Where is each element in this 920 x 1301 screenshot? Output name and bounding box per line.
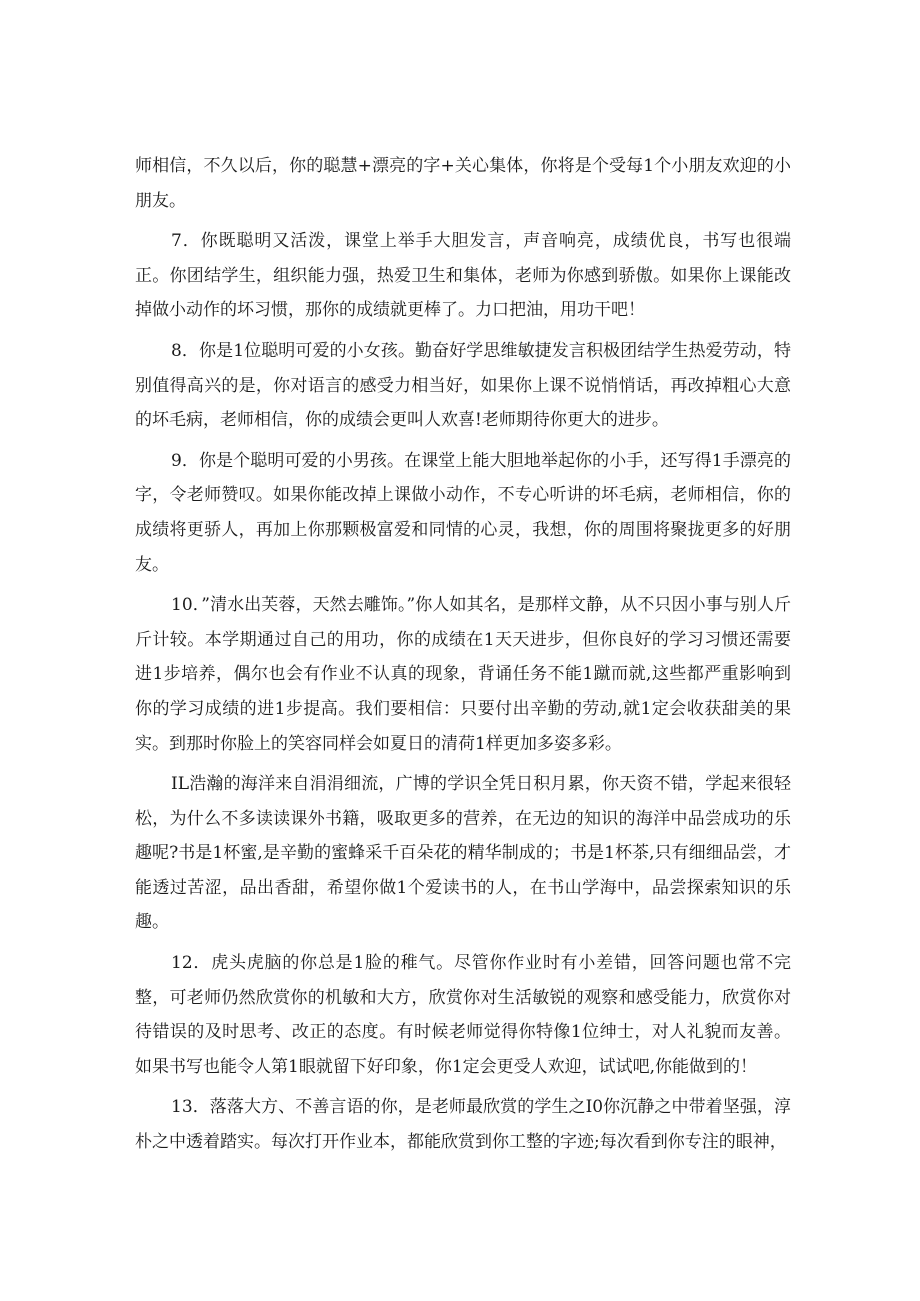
paragraph-item-10: 10．”清水出芙蓉，天然去雕饰。”你人如其名，是那样文静，从不只因小事与别人斤斤计较。本学期通过自己的用功，你的成绩在1天天进步，但你良好的学习习惯还需要进1步培养，偶尔也会有作业不认真的现象，背诵任务不能1蹴而就,这些都严重影响到你的学习成绩的进1步提高。我们要相信：只要付出辛勤的劳动,就1定会收获甜美的果实。到那时你脸上的笑容同样会如夏日的清荷1样更加多姿多彩。 — [135, 595, 791, 754]
paragraph-item-11: IL浩瀚的海洋来自涓涓细流，广博的学识全凭日积月累，你天资不错，学起来很轻松，为什么不多读读课外书籍，吸取更多的营养，在无边的知识的海洋中品尝成功的乐趣呢?书是1杯蜜,是辛勤的蜜蜂采千百朵花的精华制成的；书是1杯茶,只有细细品尝，才能透过苦涩，品出香甜，希望你做1个爱读书的人，在书山学海中，品尝探索知识的乐趣。 — [135, 774, 791, 933]
paragraph-item-13: 13．落落大方、不善言语的你，是老师最欣赏的学生之I0你沉静之中带着坚强，淳朴之中透着踏实。每次打开作业本，都能欣赏到你工整的字迹;每次看到你专注的眼神， — [135, 1097, 791, 1153]
paragraph-item-12: 12．虎头虎脑的你总是1脸的稚气。尽管你作业时有小差错，回答问题也常不完整，可老师仍然欣赏你的机敏和大方，欣赏你对生活敏锐的观察和感受能力，欣赏你对待错误的及时思考、改正的态度。有时候老师觉得你特像1位绅士，对人礼貌而友善。如果书写也能令人第1眼就留下好印象，你1定会更受人欢迎，试试吧,你能做到的！ — [135, 953, 791, 1077]
paragraph-item-9: 9．你是个聪明可爱的小男孩。在课堂上能大胆地举起你的小手，还写得1手漂亮的字，令老师赞叹。如果你能改掉上课做小动作，不专心听讲的坏毛病，老师相信，你的成绩将更骄人，再加上你那颗极富爱和同情的心灵，我想，你的周围将聚拢更多的好朋友。 — [135, 450, 791, 575]
paragraph-continuation: 师相信，不久以后，你的聪慧+漂亮的字+关心集体，你将是个受每1个小朋友欢迎的小朋友。 — [135, 156, 791, 211]
paragraph-item-7: 7．你既聪明又活泼，课堂上举手大胆发言，声音响亮，成绩优良，书写也很端正。你团结学生，组织能力强，热爱卫生和集体，老师为你感到骄傲。如果你上课能改掉做小动作的坏习惯，那你的成绩就更棒了。力口把油，用功干吧！ — [135, 231, 791, 321]
paragraph-item-8: 8．你是1位聪明可爱的小女孩。勤奋好学思维敏捷发言积极团结学生热爱劳动，特别值得高兴的是，你对语言的感受力相当好，如果你上课不说悄悄话，再改掉粗心大意的坏毛病，老师相信，你的成绩会更叫人欢喜!老师期待你更大的进步。 — [135, 340, 791, 431]
document-body — [135, 149, 791, 1166]
